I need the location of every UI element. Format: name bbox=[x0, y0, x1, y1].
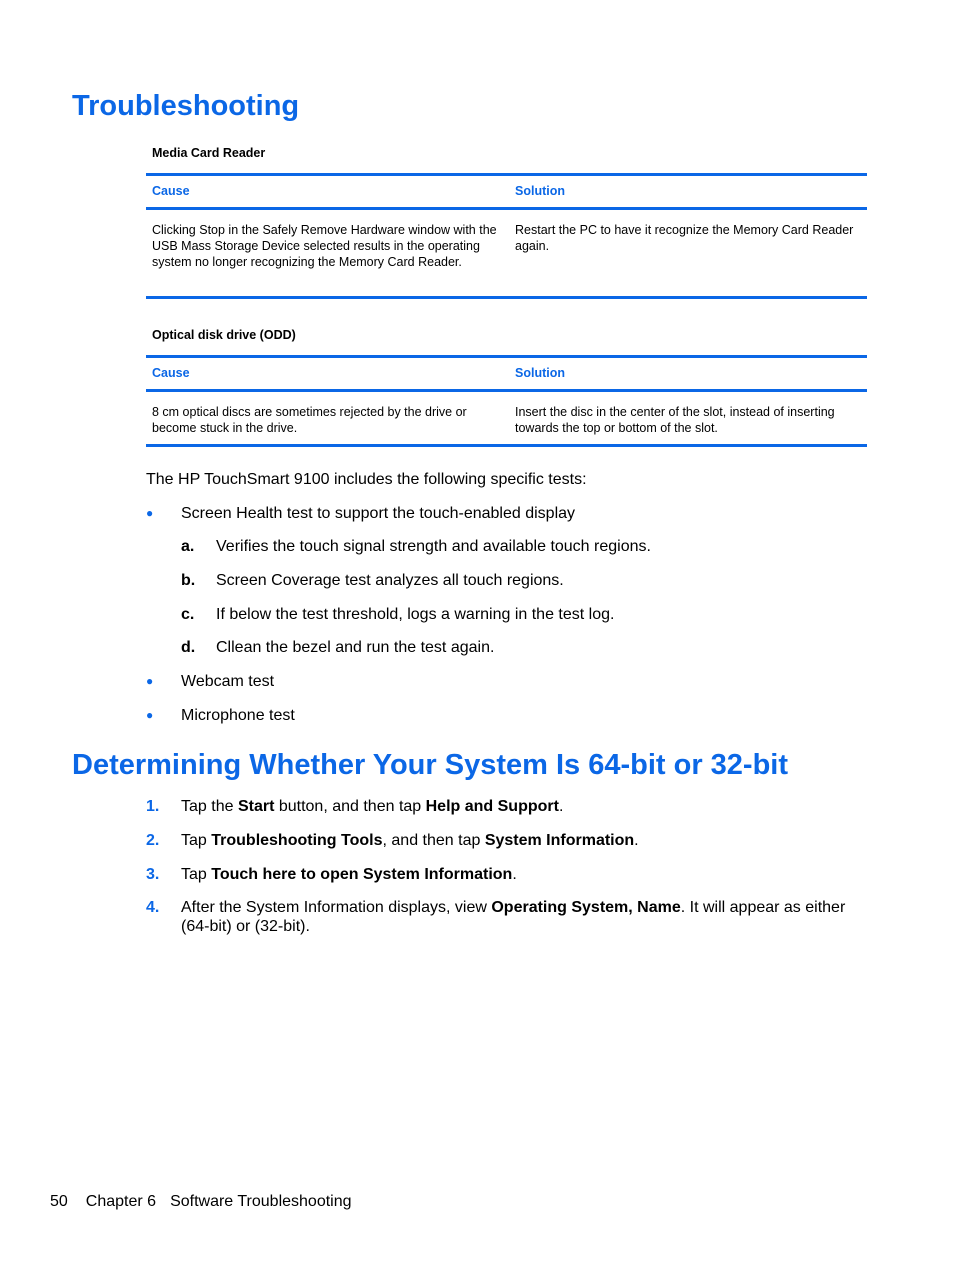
table-row bbox=[146, 391, 867, 446]
step-number: 4. bbox=[146, 899, 160, 916]
column-header-cause: Cause bbox=[146, 357, 508, 391]
step-text: After the System Information displays, view bbox=[181, 899, 492, 916]
step-emphasis: System Information bbox=[484, 832, 635, 849]
solution-cell: Insert the disc in the center of the slot, instead of inserting towards the top or bottom of the slot. bbox=[508, 391, 867, 446]
step-text: . It will appear as either (64-bit) or (32-bit). bbox=[181, 899, 846, 935]
step-emphasis: Operating System, Name bbox=[491, 899, 681, 916]
footer-title: Software Troubleshooting bbox=[170, 1193, 352, 1210]
step-number: 2. bbox=[146, 832, 160, 849]
table-caption: Optical disk drive (ODD) bbox=[152, 328, 296, 342]
column-header-solution: Solution bbox=[508, 175, 867, 209]
step-text: button, and then tap bbox=[274, 798, 426, 815]
list-item: Screen Coverage test analyzes all touch regions. bbox=[216, 572, 564, 589]
table-header-row bbox=[146, 357, 867, 391]
step-emphasis: Help and Support bbox=[425, 798, 559, 815]
list-marker: b. bbox=[181, 572, 196, 589]
step-text: , and then tap bbox=[382, 832, 485, 849]
step-emphasis: Start bbox=[237, 798, 275, 815]
page-title: Troubleshooting bbox=[72, 90, 300, 122]
column-header-cause: Cause bbox=[146, 175, 508, 209]
table-caption: Media Card Reader bbox=[152, 146, 266, 160]
step-text: . bbox=[634, 832, 639, 849]
list-item: Cllean the bezel and run the test again. bbox=[216, 639, 495, 656]
list-item: Verifies the touch signal strength and available touch regions. bbox=[216, 538, 651, 555]
step-number: 1. bbox=[146, 798, 160, 815]
step-item bbox=[181, 797, 563, 816]
step-item bbox=[181, 865, 517, 884]
step-text: Tap bbox=[181, 866, 212, 883]
list-marker: c. bbox=[181, 606, 195, 623]
table bbox=[146, 173, 867, 299]
step-emphasis: Touch here to open System Information bbox=[211, 866, 513, 883]
step-number: 3. bbox=[146, 866, 160, 883]
step-item bbox=[181, 831, 639, 850]
media-card-reader-table bbox=[146, 145, 867, 299]
table-header-row bbox=[146, 175, 867, 209]
odd-table bbox=[146, 327, 867, 447]
tests-intro: The HP TouchSmart 9100 includes the following specific tests: bbox=[146, 471, 587, 488]
solution-cell: Restart the PC to have it recognize the Memory Card Reader again. bbox=[508, 209, 867, 298]
cause-cell: 8 cm optical discs are sometimes rejected by the drive or become stuck in the drive. bbox=[146, 391, 508, 446]
list-item: If below the test threshold, logs a warning in the test log. bbox=[216, 606, 615, 623]
step-emphasis: Troubleshooting Tools bbox=[211, 832, 383, 849]
list-item: Webcam test bbox=[181, 673, 275, 690]
step-text: Tap the bbox=[181, 798, 238, 815]
table bbox=[146, 355, 867, 447]
bullet-icon: ● bbox=[146, 708, 154, 722]
bullet-icon: ● bbox=[146, 506, 154, 520]
bullet-icon: ● bbox=[146, 674, 154, 688]
footer-chapter: Chapter 6 bbox=[85, 1193, 157, 1210]
list-item: Screen Health test to support the touch-enabled display bbox=[181, 505, 576, 522]
step-item bbox=[181, 898, 861, 936]
list-marker: d. bbox=[181, 639, 196, 656]
page-footer bbox=[50, 1192, 352, 1211]
step-text: Tap bbox=[181, 832, 212, 849]
page-number: 50 bbox=[50, 1193, 68, 1210]
step-text: . bbox=[558, 798, 564, 815]
list-marker: a. bbox=[181, 538, 195, 555]
table-row bbox=[146, 209, 867, 298]
list-item: Microphone test bbox=[181, 707, 295, 724]
column-header-solution: Solution bbox=[508, 357, 867, 391]
step-text: . bbox=[512, 866, 517, 883]
section-title: Determining Whether Your System Is 64-bit or 32-bit bbox=[72, 749, 789, 781]
cause-cell: Clicking Stop in the Safely Remove Hardware window with the USB Mass Storage Device selected results in the operating system no longer recognizing the Memory Card Reader. bbox=[146, 209, 508, 298]
